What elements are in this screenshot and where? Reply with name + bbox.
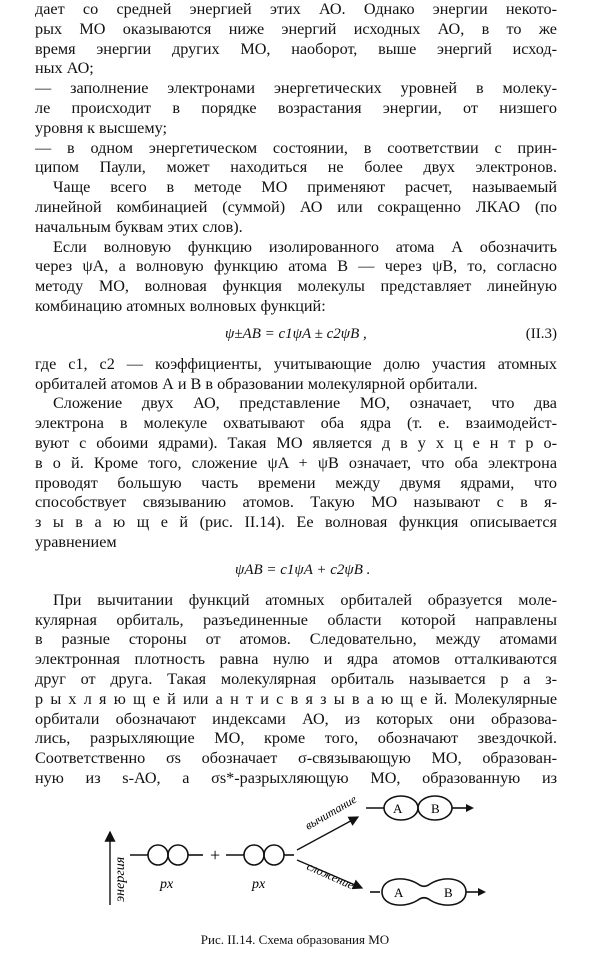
mo-formation-figure	[0, 770, 590, 920]
text-line: ную из s-АО, а σs*-разрыхляющую МО, образованную из	[35, 768, 557, 787]
text-line: — в одном энергетическом состоянии, в соответствии с прин-	[35, 138, 557, 157]
text-line: вуют с обоими ядрами). Такая МО является д в у х ц е н т р о-	[35, 433, 557, 452]
figure-caption: Рис. II.14. Схема образования МО	[200, 932, 390, 947]
text-line: Если волновую функцию изолированного атома А обозначить	[53, 237, 557, 256]
text-line: кулярная орбиталь, разъединенные области которой направлены	[35, 610, 557, 629]
text-line: в разные стороны от атомов. Следовательно, между атомами	[35, 630, 557, 649]
text-line: Соответственно σs обозначает σ-связывающую МО, образован-	[35, 749, 557, 768]
text-line: дает со средней энергией этих АО. Однако энергии некото-	[35, 0, 557, 18]
text-line: линейной комбинацией (суммой) АО или сокращенно ЛКАО (по	[35, 197, 557, 216]
equation-formula: ψ±AB = c1ψA ± c2ψB ,	[225, 325, 367, 342]
text-line: уравнением	[35, 532, 117, 551]
text-line: з ы в а ю щ е й (рис. II.14). Ее волновая функция описывается	[35, 513, 557, 532]
text-line: комбинацию атомных волновых функций:	[35, 296, 326, 315]
equation-number: (II.3)	[525, 325, 557, 342]
text-line: ле происходит в порядке возрастания энергии, от низшего	[35, 98, 557, 117]
body-text	[35, 0, 557, 789]
energy-axis-label: энергия	[113, 856, 128, 902]
left-orbital-label: px	[160, 877, 174, 892]
bonding-mo	[370, 879, 486, 905]
antibonding-label-b: B	[431, 801, 440, 816]
text-line: методу МО, волновая функция молекулы представляет линейную	[35, 277, 557, 296]
text-line: лись, разрыхляющие МО, кроме того, обозначают звездочкой.	[35, 729, 557, 748]
right-p-orbital	[226, 845, 294, 865]
left-p-orbital	[130, 845, 203, 865]
text-line: ных АО;	[35, 59, 94, 78]
plus-sign: +	[210, 845, 221, 865]
text-line: — заполнение электронами энергетических уровней в молеку-	[35, 79, 557, 98]
text-line: электрона в молекуле охватывают оба ядра (т. е. взаимодейст-	[35, 414, 557, 433]
bonding-label-b: B	[444, 885, 453, 900]
text-line: ципом Паули, может находиться не более двух электронов.	[35, 158, 557, 177]
text-line: друг от друга. Такая молекулярная орбиталь называется р а з-	[35, 669, 557, 688]
text-line: уровня к высшему;	[35, 118, 167, 137]
text-line: электронная плотность равна нулю и ядра атомов отталкиваются	[35, 650, 557, 669]
equation-ii-3	[35, 321, 557, 351]
bonding-label-a: A	[394, 885, 404, 900]
text-line: При вычитании функций атомных орбиталей образуется моле-	[53, 590, 557, 609]
text-line: в о й. Кроме того, сложение ψA + ψB означает, что оба электрона	[35, 453, 557, 472]
equation-formula: ψAB = c1ψA + c2ψB .	[235, 561, 371, 578]
subtraction-label: вычитание	[302, 791, 359, 833]
text-line: способствует связыванию атомов. Такую МО называют с в я-	[35, 493, 557, 512]
text-line: р ы х л я ю щ е й или а н т и с в я з ы в а ю щ е й. Молекулярные	[35, 689, 557, 708]
text-line: орбиталей атомов А и В в образовании молекулярной орбитали.	[35, 374, 478, 393]
text-line: проводят большую часть времени между двумя ядрами, что	[35, 473, 557, 492]
text-line: начальным буквам этих слов).	[35, 217, 243, 236]
antibonding-label-a: A	[393, 801, 403, 816]
equation-bonding	[35, 557, 557, 587]
text-line: через ψA, а волновую функцию атома В — через ψB, то, согласно	[35, 257, 557, 276]
text-line: Чаще всего в методе МО применяют расчет, называемый	[53, 178, 557, 197]
text-line: Сложение двух АО, представление МО, означает, что два	[53, 394, 557, 413]
text-line: рых МО оказываются ниже энергий исходных АО, в то же	[35, 19, 557, 38]
right-orbital-label: px	[252, 877, 266, 892]
text-line: где c1, c2 — коэффициенты, учитывающие долю участия атомных	[35, 354, 557, 373]
text-line: орбитали обозначают индексами АО, из которых они образова-	[35, 709, 557, 728]
addition-label: сложение	[304, 858, 357, 893]
antibonding-mo	[366, 796, 474, 820]
text-line: время энергии других МО, наоборот, выше энергий исход-	[35, 39, 557, 58]
